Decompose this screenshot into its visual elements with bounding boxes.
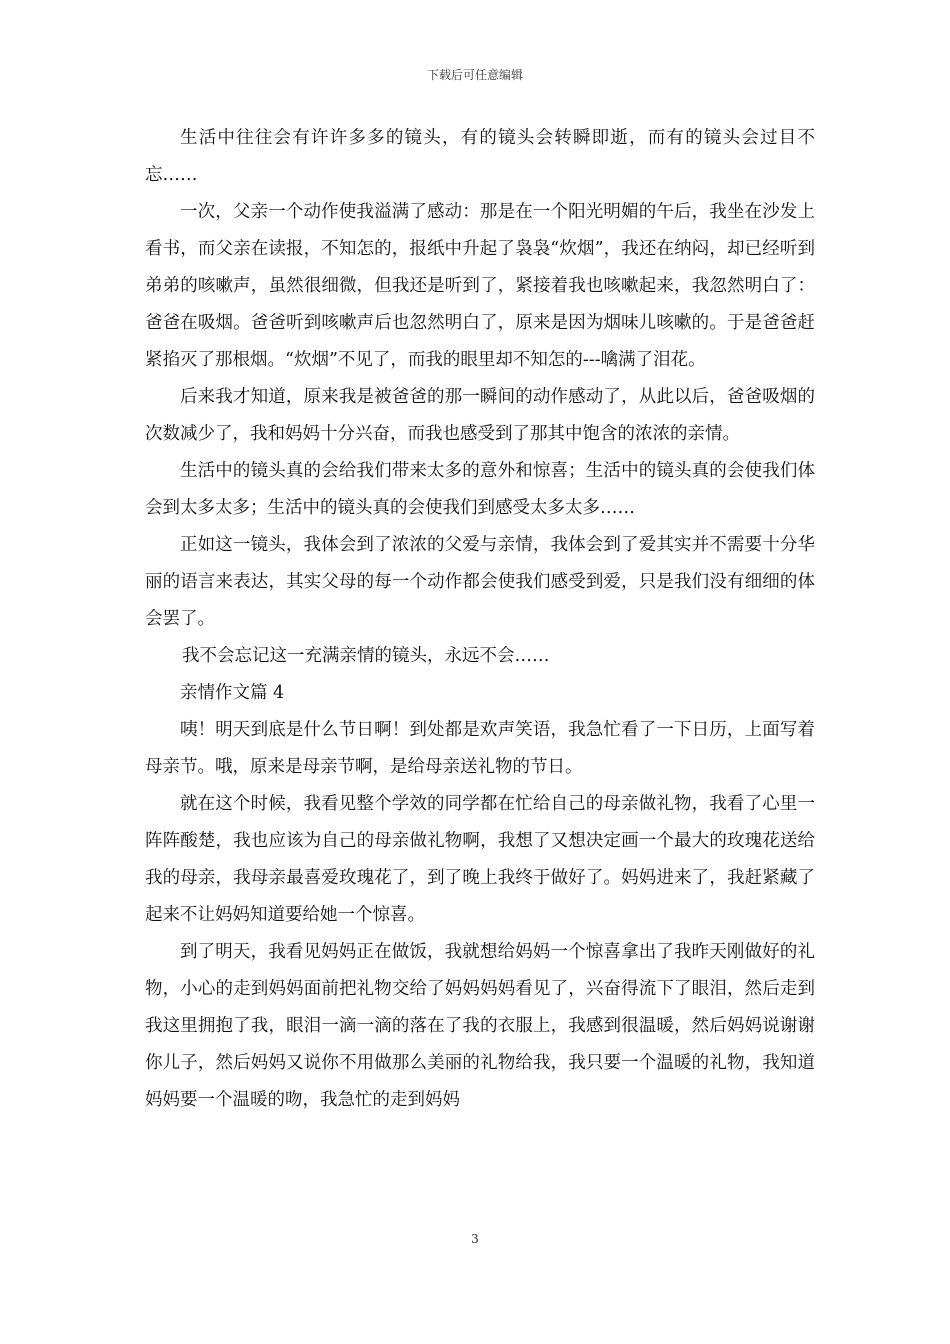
paragraph: 生活中往往会有许许多多的镜头，有的镜头会转瞬即逝，而有的镜头会过目不忘…… [145, 128, 815, 185]
paragraph: 到了明天，我看见妈妈正在做饭，我就想给妈妈一个惊喜拿出了我昨天刚做好的礼物，小心的走到妈妈面前把礼物交给了妈妈妈妈看见了，兴奋得流下了眼泪，然后走到我这里拥抱了我，眼泪一滴一滴的落在了我的衣服上，我感到很温暖，然后妈妈说谢谢你儿子，然后妈妈又说你不用做那么美丽的礼物给我，我只要一个温暖的礼物，我知道妈妈要一个温暖的吻，我急忙的走到妈妈 [145, 942, 815, 1110]
section-heading: 亲情作文篇 4 [180, 683, 285, 703]
paragraph: 一次，父亲一个动作使我溢满了感动：那是在一个阳光明媚的午后，我坐在沙发上看书，而父亲在读报，不知怎的，报纸中升起了袅袅“炊烟”，我还在纳闷，却已经听到弟弟的咳嗽声，虽然很细微，但我还是听到了，紧接着我也咳嗽起来，我忽然明白了：爸爸在吸烟。爸爸听到咳嗽声后也忽然明白了，原来是因为烟味儿咳嗽的。于是爸爸赶紧掐灭了那根烟。“炊烟”不见了，而我的眼里却不知怎的---噙满了泪花。 [145, 202, 815, 370]
document-body [145, 120, 815, 1119]
paragraph: 咦！明天到底是什么节日啊！到处都是欢声笑语，我急忙看了一下日历，上面写着母亲节。哦，原来是母亲节啊，是给母亲送礼物的节日。 [145, 720, 815, 777]
paragraph: 我不会忘记这一充满亲情的镜头，永远不会…… [182, 646, 550, 666]
paragraph: 就在这个时候，我看见整个学效的同学都在忙给自己的母亲做礼物，我看了心里一阵阵酸楚，我也应该为自己的母亲做礼物啊，我想了又想决定画一个最大的玫瑰花送给我的母亲，我母亲最喜爱玫瑰花了，到了晚上我终于做好了。妈妈进来了，我赶紧藏了起来不让妈妈知道要给她一个惊喜。 [145, 794, 815, 925]
paragraph: 正如这一镜头，我体会到了浓浓的父爱与亲情，我体会到了爱其实并不需要十分华丽的语言来表达，其实父母的每一个动作都会使我们感受到爱，只是我们没有细细的体会罢了。 [145, 535, 815, 629]
page-header: 下载后可任意编辑 [426, 68, 523, 82]
page-number: 3 [471, 1232, 479, 1246]
paragraph: 生活中的镜头真的会给我们带来太多的意外和惊喜；生活中的镜头真的会使我们体会到太多太多；生活中的镜头真的会使我们到感受太多太多…… [145, 461, 815, 518]
paragraph: 后来我才知道，原来我是被爸爸的那一瞬间的动作感动了，从此以后，爸爸吸烟的次数减少了，我和妈妈十分兴奋，而我也感受到了那其中饱含的浓浓的亲情。 [145, 387, 815, 444]
